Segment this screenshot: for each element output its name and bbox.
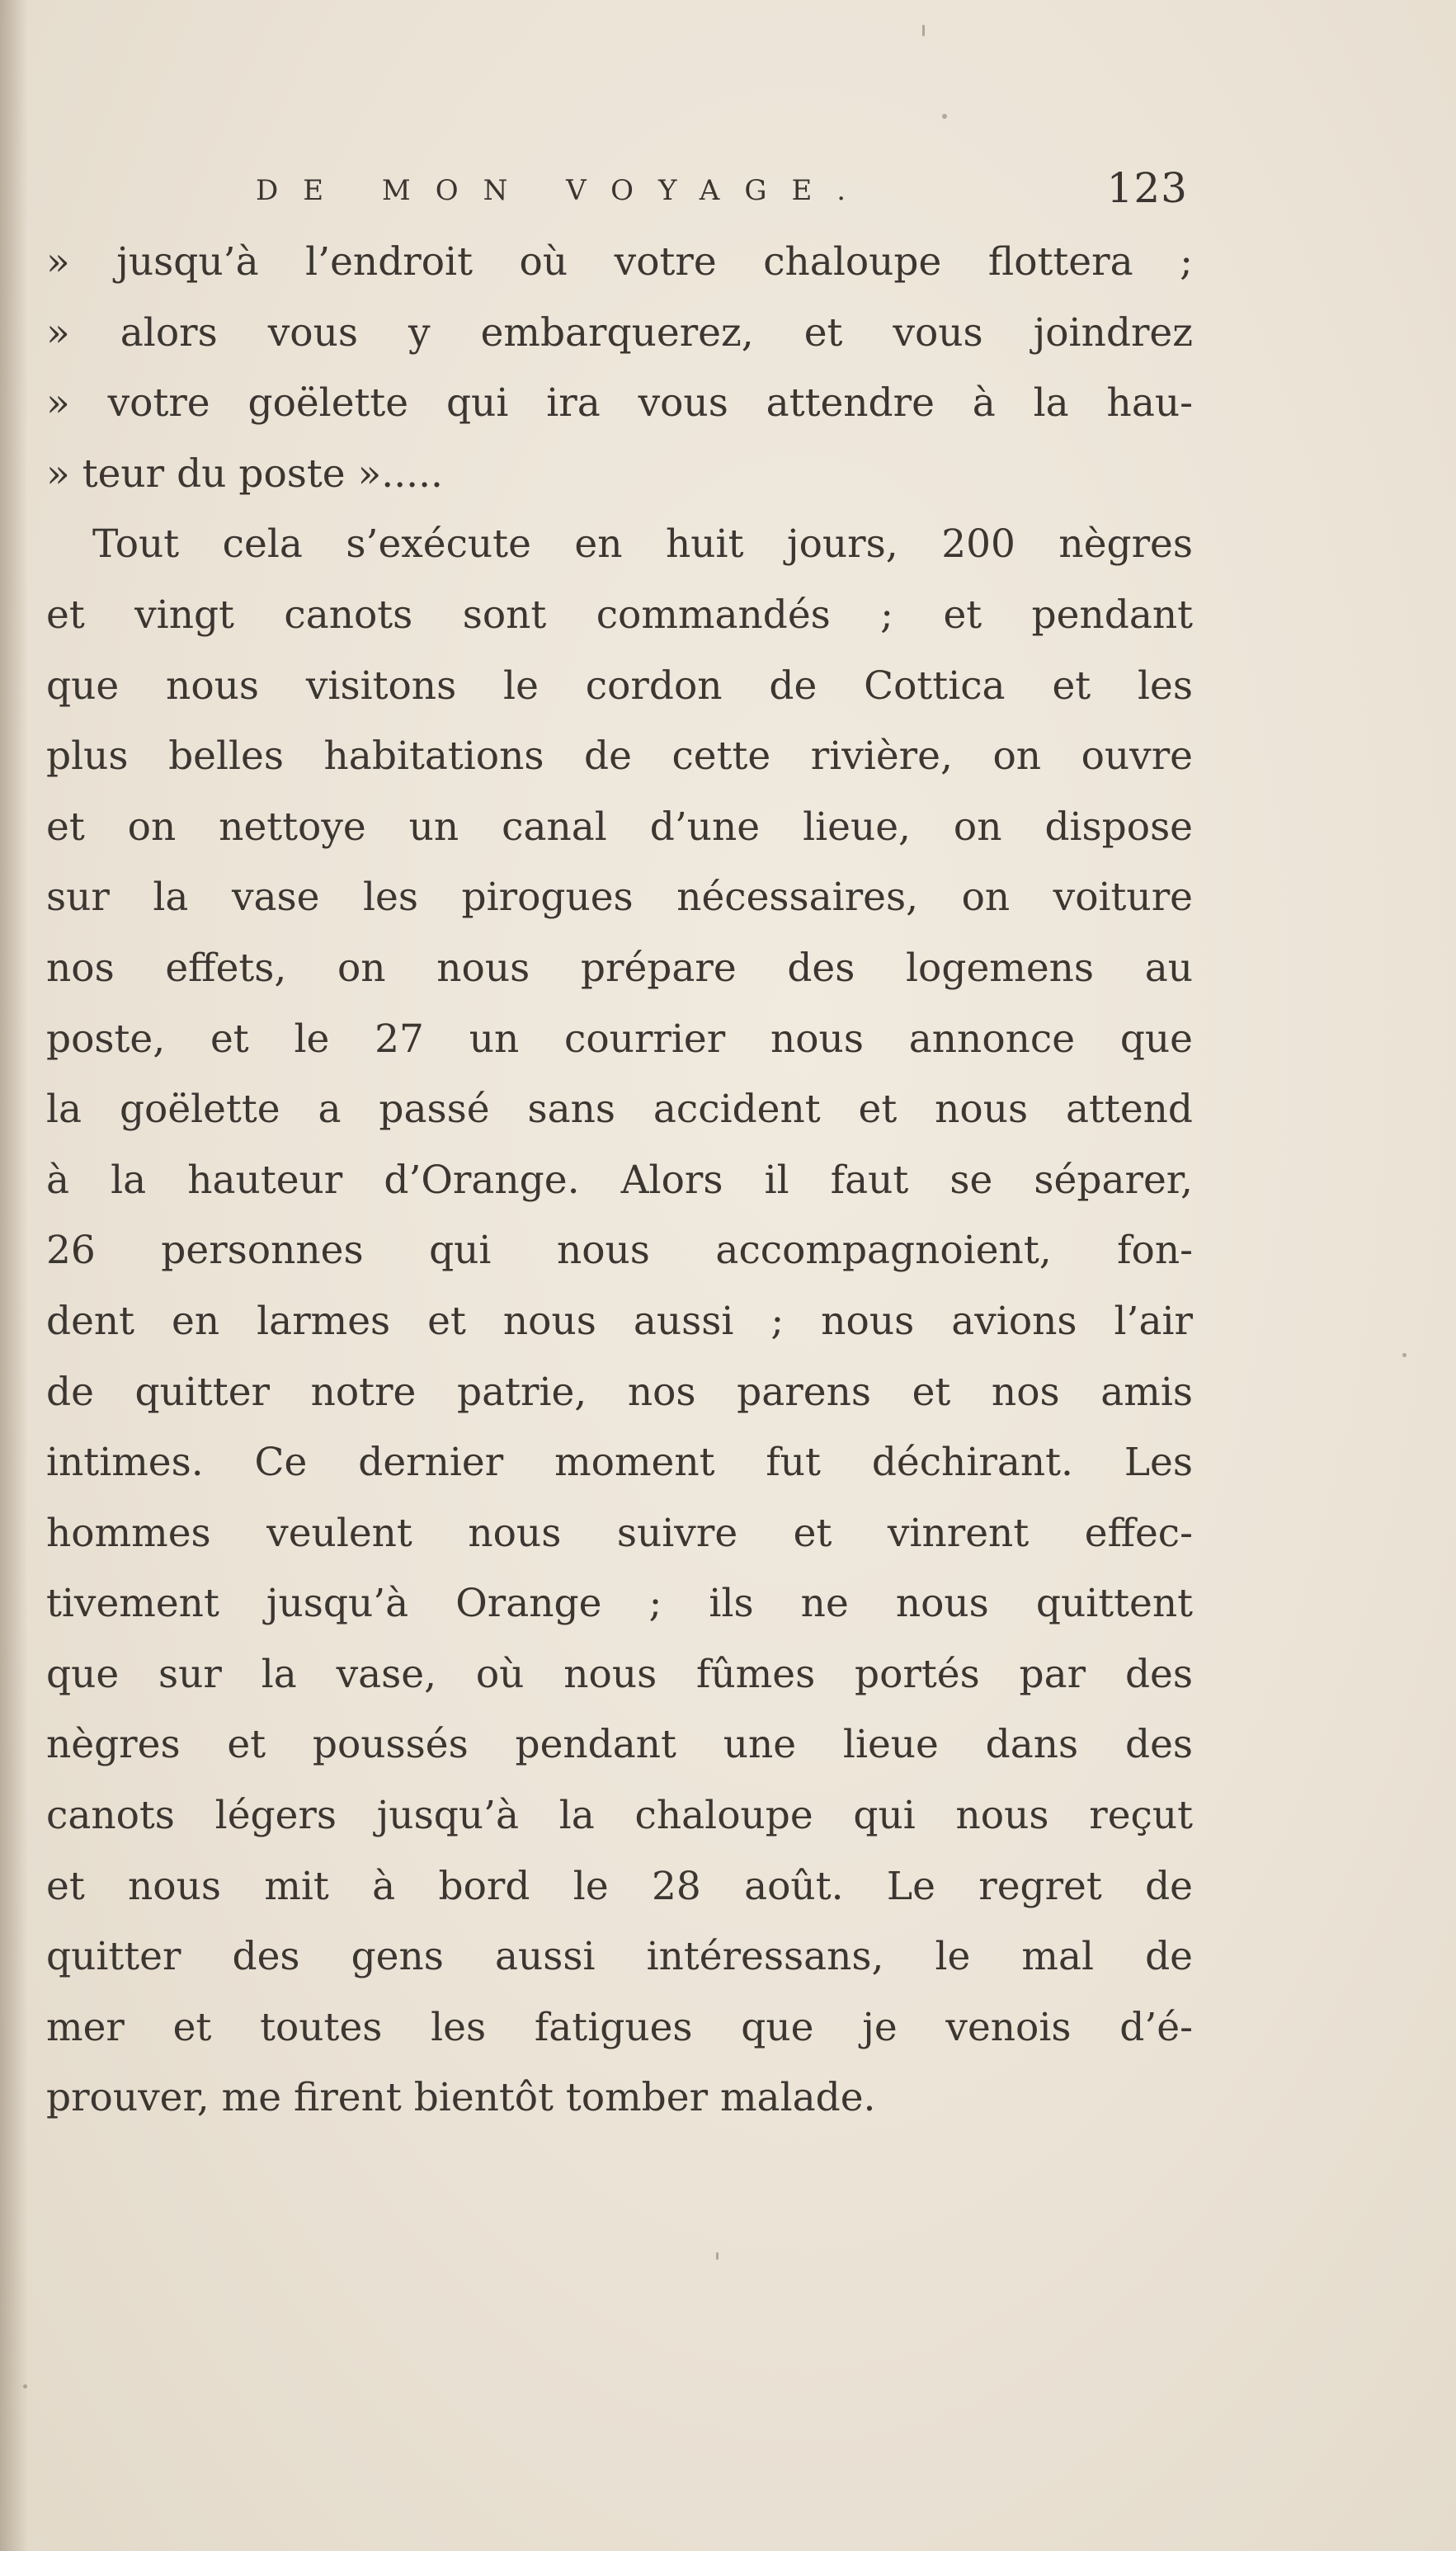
body-text: [46, 227, 1193, 2134]
paper-speck: [1402, 1353, 1407, 1357]
paper-speck: [716, 2252, 719, 2260]
text-line: Tout cela s’exécute en huit jours, 200 nègres: [92, 521, 1193, 568]
text-line: intimes. Ce dernier moment fut déchirant. Les: [46, 1440, 1193, 1486]
text-line: prouver, me firent bientôt tomber malade.: [46, 2075, 876, 2121]
text-line: nègres et poussés pendant une lieue dans des: [46, 1722, 1193, 1768]
text-line: plus belles habitations de cette rivière, on ouvre: [46, 733, 1193, 780]
paper-speck: [942, 114, 947, 119]
paper-speck: [23, 2384, 27, 2388]
text-line: et nous mit à bord le 28 août. Le regret de: [46, 1863, 1193, 1909]
text-line: 26 personnes qui nous accompagnoient, fon-: [46, 1228, 1193, 1274]
page-number: 123: [1106, 164, 1188, 212]
paper-speck: [922, 25, 925, 36]
text-line: que nous visitons le cordon de Cottica et les: [46, 663, 1193, 709]
text-line: nos effets, on nous prépare des logemens au: [46, 945, 1193, 991]
text-line: hommes veulent nous suivre et vinrent effec-: [46, 1510, 1193, 1556]
text-line: la goëlette a passé sans accident et nous attend: [46, 1087, 1193, 1133]
running-head-title: DE MON VOYAGE.: [256, 174, 871, 207]
text-line: et vingt canots sont commandés ; et pendant: [46, 592, 1193, 638]
text-line: mer et toutes les fatigues que je venois d’é-: [46, 2004, 1193, 2050]
text-line: » jusqu’à l’endroit où votre chaloupe flottera ;: [46, 239, 1193, 285]
text-line: » teur du poste ».....: [46, 450, 443, 497]
text-line: de quitter notre patrie, nos parens et nos amis: [46, 1369, 1193, 1415]
text-line: sur la vase les pirogues nécessaires, on voiture: [46, 875, 1193, 921]
running-head: [256, 163, 1188, 221]
text-line: à la hauteur d’Orange. Alors il faut se séparer,: [46, 1157, 1193, 1203]
text-line: dent en larmes et nous aussi ; nous avions l’air: [46, 1298, 1193, 1344]
text-line: tivement jusqu’à Orange ; ils ne nous quittent: [46, 1581, 1193, 1627]
text-line: et on nettoye un canal d’une lieue, on dispose: [46, 804, 1193, 850]
gutter-shadow: [0, 0, 28, 2551]
text-line: quitter des gens aussi intéressans, le mal de: [46, 1934, 1193, 1980]
text-line: canots légers jusqu’à la chaloupe qui nous reçut: [46, 1793, 1193, 1839]
text-line: poste, et le 27 un courrier nous annonce que: [46, 1016, 1193, 1062]
text-line: » votre goëlette qui ira vous attendre à la hau-: [46, 380, 1193, 427]
text-line: » alors vous y embarquerez, et vous joindrez: [46, 309, 1193, 356]
text-line: que sur la vase, où nous fûmes portés par des: [46, 1651, 1193, 1697]
